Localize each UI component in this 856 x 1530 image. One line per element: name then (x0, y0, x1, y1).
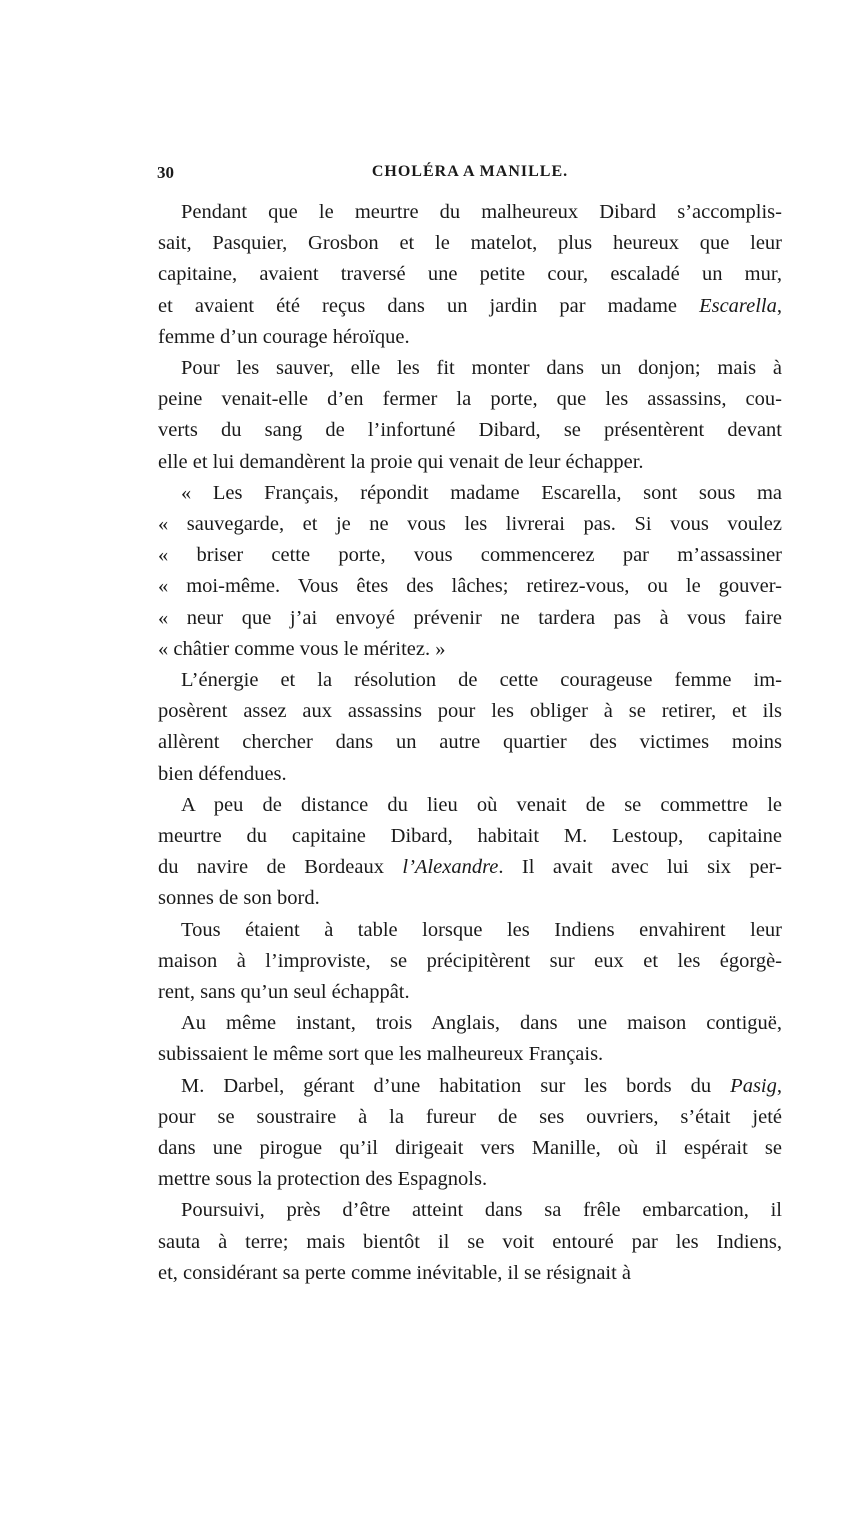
text-line: Pendant que le meurtre du malheureux Dibard s’accomplis- (181, 201, 782, 223)
text-segment: . Il avait avec lui six per- (498, 856, 782, 879)
text-line: Pour les sauver, elle les fit monter dans un donjon; mais à (181, 357, 782, 379)
text-line: « neur que j’ai envoyé prévenir ne tardera pas à vous faire (158, 606, 782, 629)
text-line: rent, sans qu’un seul échappât. (158, 981, 410, 1003)
italic-text: Escarella (699, 294, 777, 317)
text-line: sauta à terre; mais bientôt il se voit entouré par les Indiens, (158, 1230, 782, 1253)
page-number: 30 (157, 163, 174, 182)
text-segment: et avaient été reçus dans un jardin par madame (158, 294, 700, 317)
text-line: elle et lui demandèrent la proie qui venait de leur échapper. (158, 450, 644, 473)
text-line: verts du sang de l’infortuné Dibard, se présentèrent devant (158, 419, 782, 442)
italic-text: l’Alexandre (402, 856, 499, 879)
text-line: Tous étaient à table lorsque les Indiens envahirent leur (181, 918, 782, 941)
text-line: posèrent assez aux assassins pour les obliger à se retirer, et ils (158, 700, 782, 723)
text-segment: M. Darbel, gérant d’une habitation sur les bords du (181, 1074, 731, 1097)
text-line: dans une pirogue qu’il dirigeait vers Manille, où il espérait se (158, 1137, 782, 1159)
text-line: peine venait-elle d’en fermer la porte, que les assassins, cou- (158, 388, 782, 411)
text-line: mettre sous la protection des Espagnols. (158, 1168, 488, 1191)
text-line: « châtier comme vous le méritez. » (158, 637, 446, 660)
text-line: sait, Pasquier, Grosbon et le matelot, plus heureux que leur (158, 232, 782, 255)
text-line: sonnes de son bord. (158, 887, 320, 910)
text-line: allèrent chercher dans un autre quartier des victimes moins (158, 731, 782, 754)
text-line: « briser cette porte, vous commencerez par m’assassiner (158, 544, 782, 567)
text-line: et, considérant sa perte comme inévitable, il se résignait à (158, 1261, 632, 1284)
text-line: pour se soustraire à la fureur de ses ouvriers, s’était jeté (158, 1105, 782, 1128)
text-line: maison à l’improviste, se précipitèrent sur eux et les égorgè- (158, 949, 782, 972)
text-line: Poursuivi, près d’être atteint dans sa frêle embarcation, il (181, 1199, 782, 1222)
italic-text: Pasig (730, 1074, 777, 1097)
text-line: capitaine, avaient traversé une petite cour, escaladé un mur, (158, 263, 782, 286)
text-line (181, 1074, 782, 1098)
text-line (158, 855, 782, 879)
text-line: L’énergie et la résolution de cette courageuse femme im- (181, 669, 782, 691)
running-title: CHOLÉRA A MANILLE. (371, 163, 569, 180)
text-line: femme d’un courage héroïque. (158, 325, 410, 348)
text-line: « sauvegarde, et je ne vous les livrerai pas. Si vous voulez (158, 513, 782, 535)
text-segment: du navire de Bordeaux (158, 856, 403, 879)
text-segment: , (776, 1074, 782, 1097)
text-line: « Les Français, répondit madame Escarella, sont sous ma (181, 481, 782, 504)
text-line: meurtre du capitaine Dibard, habitait M. Lestoup, capitaine (158, 825, 782, 847)
text-line: bien défendues. (158, 762, 287, 785)
text-segment: , (776, 294, 782, 317)
text-line: « moi-même. Vous êtes des lâches; retirez-vous, ou le gouver- (158, 575, 782, 598)
text-line: subissaient le même sort que les malheureux Français. (158, 1043, 604, 1066)
text-line: A peu de distance du lieu où venait de se commettre le (181, 793, 782, 816)
text-line: Au même instant, trois Anglais, dans une maison contiguë, (181, 1012, 782, 1035)
text-line (158, 294, 782, 318)
